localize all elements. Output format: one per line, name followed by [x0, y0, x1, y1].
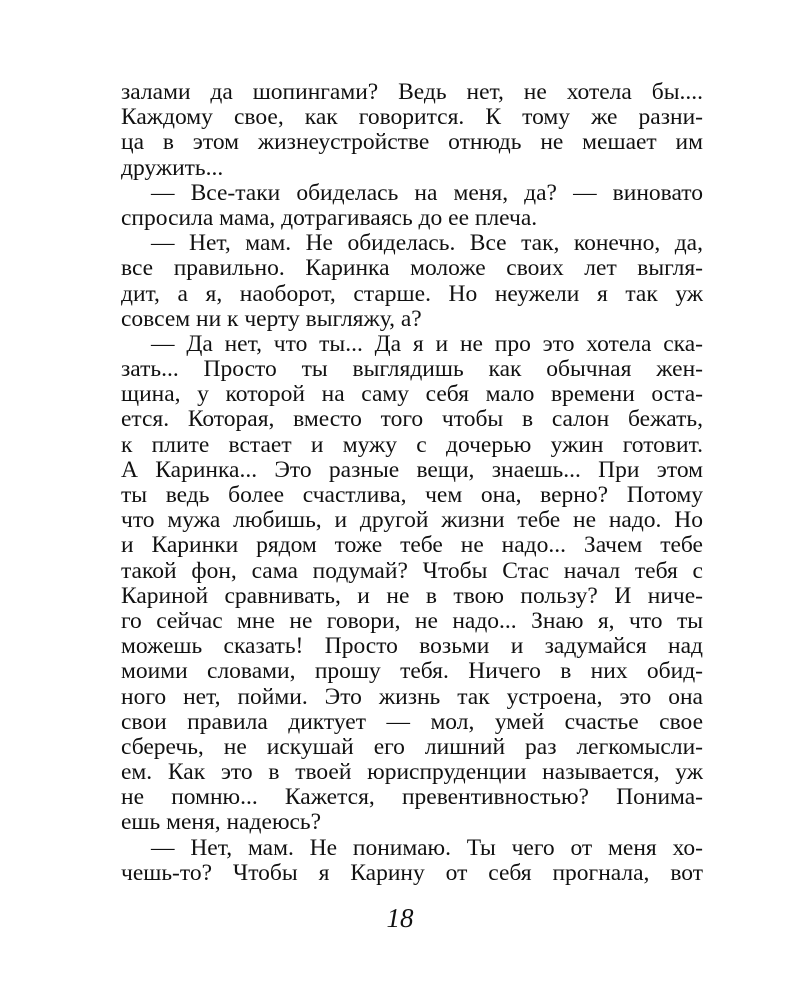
text-line: зать... Просто ты выглядишь как обычная жен- [121, 356, 703, 383]
text-line: к плите встает и мужу с дочерью ужин готовит. [121, 431, 703, 458]
body-text [121, 80, 703, 886]
text-line: такой фон, сама подумай? Чтобы Стас начал тебя с [121, 557, 703, 584]
text-line: — Нет, мам. Не обиделась. Все так, конечно, да, [151, 230, 703, 257]
text-line: А Каринка... Это разные вещи, знаешь... При этом [121, 456, 703, 483]
text-line: ного нет, пойми. Это жизнь так устроена, это она [121, 683, 703, 710]
text-line: и Каринки рядом тоже тебе не надо... Зачем тебе [121, 532, 703, 559]
text-line: — Нет, мам. Не понимаю. Ты чего от меня хо- [151, 834, 703, 861]
text-line: Каждому свое, как говорится. К тому же разни- [121, 104, 703, 131]
text-line: сберечь, не искушай его лишний раз легкомысли- [121, 733, 703, 760]
text-line: все правильно. Каринка моложе своих лет выгля- [121, 255, 703, 282]
text-line: чешь-то? Чтобы я Карину от себя прогнала, вот [121, 859, 703, 886]
text-line: ца в этом жизнеустройстве отнюдь не мешает им [121, 129, 703, 156]
text-line: моими словами, прошу тебя. Ничего в них обид- [121, 658, 703, 685]
text-line: можешь сказать! Просто возьми и задумайся над [121, 633, 703, 660]
text-line: что мужа любишь, и другой жизни тебе не надо. Но [121, 507, 703, 534]
text-line: дружить... [121, 154, 224, 181]
text-line: ем. Как это в твоей юриспруденции называется, уж [121, 759, 703, 786]
text-line: совсем ни к черту выгляжу, а? [121, 305, 422, 332]
text-line: залами да шопингами? Ведь нет, не хотела бы.... [121, 79, 703, 105]
text-line: спросила мама, дотрагиваясь до ее плеча. [121, 204, 538, 231]
text-line: го сейчас мне не говори, не надо... Знаю я, что ты [121, 607, 703, 634]
page-number: 18 [386, 903, 414, 933]
text-line: свои правила диктует — мол, умей счастье свое [121, 708, 703, 735]
text-line: дит, а я, наоборот, старше. Но неужели я так уж [121, 280, 703, 307]
text-line: — Да нет, что ты... Да я и не про это хотела ска- [151, 330, 703, 357]
text-line: щина, у которой на саму себя мало времени оста- [121, 381, 703, 408]
text-line: не помню... Кажется, превентивностью? Понима- [121, 784, 703, 811]
text-line: ется. Которая, вместо того чтобы в салон бежать, [121, 406, 703, 433]
text-line: ты ведь более счастлива, чем она, верно? Потому [121, 482, 703, 508]
text-line: Кариной сравнивать, и не в твою пользу? И ниче- [121, 582, 703, 609]
text-line: ешь меня, надеюсь? [121, 809, 322, 836]
text-line: — Все-таки обиделась на меня, да? — виновато [151, 179, 703, 206]
